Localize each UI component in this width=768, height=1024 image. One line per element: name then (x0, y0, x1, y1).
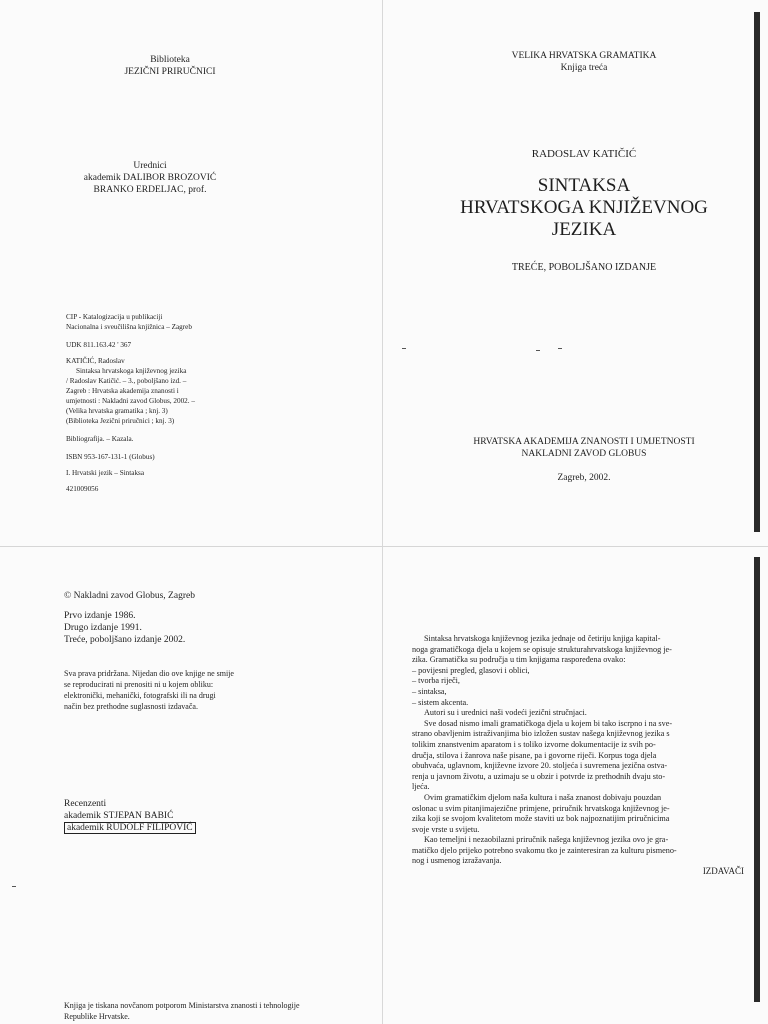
series-title: VELIKA HRVATSKA GRAMATIKA (511, 51, 657, 61)
cip-entry-line: (Velika hrvatska gramatika ; knj. 3) (66, 407, 168, 415)
title-line: JEZIKA (551, 219, 617, 240)
author-name: RADOSLAV KATIČIĆ (531, 148, 637, 160)
cip-subject: I. Hrvatski jezik – Sintaksa (66, 469, 145, 477)
rights-line: elektronički, mehanički, fotografski ili na drugi (64, 691, 216, 700)
editors-label: Urednici (133, 161, 167, 171)
rights-line: se reproducirati ni prenositi ni u kojem obliku: (64, 680, 214, 689)
cip-header-1: CIP - Katalogizacija u publikaciji (66, 313, 163, 321)
book-number: Knjiga treća (560, 63, 608, 73)
preface-list-item: – sistem akcenta. (412, 697, 469, 707)
editor-2: BRANKO ERDELJAC, prof. (93, 185, 207, 195)
publisher-block (414, 436, 754, 460)
place-year: Zagreb, 2002. (557, 473, 611, 483)
cip-bibliography: Bibliografija. – Kazala. (66, 435, 134, 443)
rights-notice (64, 668, 334, 712)
preface-line: strano obavljenim istraživanjima bio izložen sustav našega književnog jezika s (412, 729, 670, 739)
reviewers-label: Recenzenti (64, 799, 107, 809)
preface-list-item: – sintaksa, (412, 686, 447, 696)
book-title (414, 175, 754, 241)
preface-line: oslonac u svim pitanjimajezične primjene, priručnik hrvatskoga književnog je- (412, 803, 670, 813)
preface-line: Autori su i urednici naši vodeći jezični stručnjaci. (424, 708, 587, 718)
title-line: SINTAKSA (537, 175, 631, 196)
series-label: Biblioteka (150, 55, 190, 65)
cip-record-number: 421009056 (66, 485, 99, 493)
title-line: HRVATSKOGA KNJIŽEVNOG (460, 197, 708, 218)
cip-entry-line: (Biblioteka Jezični priručnici ; knj. 3) (66, 417, 175, 425)
series-name: JEZIČNI PRIRUČNICI (124, 67, 216, 77)
rights-line: način bez prethodne suglasnosti izdavača. (64, 702, 198, 711)
preface-list-item: – povijesni pregled, glasovi i oblici, (412, 665, 530, 675)
publisher-1: HRVATSKA AKADEMIJA ZNANOSTI I UMJETNOSTI (473, 437, 695, 447)
preface-line: Sintaksa hrvatskoga književnog jezika jednaje od četiriju knjiga kapital- (424, 634, 661, 643)
edition-label: TREĆE, POBOLJŠANO IZDANJE (511, 262, 657, 273)
preface-line: svoje vrste u svijetu. (412, 824, 480, 834)
preface-signature: IZDAVAČI (702, 866, 744, 876)
preface-line: obuhvaća, uglavnom, književne izvore 20. stoljeća i suvremena jezična ostva- (412, 761, 668, 771)
funding-note (64, 1000, 364, 1022)
cip-entry-line: umjetnosti : Nakladni zavod Globus, 2002. – (66, 397, 195, 405)
scan-speck (12, 886, 16, 887)
preface-text (412, 634, 744, 867)
scan-speck (558, 348, 562, 349)
funding-line: Knjiga je tiskana novčanom potporom Ministarstva znanosti i tehnologije (64, 1001, 300, 1010)
cip-entry-line: Sintaksa hrvatskoga književnog jezika (76, 367, 187, 375)
copyright-notice: © Nakladni zavod Globus, Zagreb (64, 591, 195, 601)
preface-line: tolikim znanstvenim aparatom i s toliko izvorne dokumentacije iz svih po- (412, 739, 656, 749)
cip-entry-line: Zagreb : Hrvatska akademija znanosti i (66, 387, 179, 395)
preface-line: Kao temeljni i nezaobilazni priručnik našega književnog jezika ovo je gra- (424, 835, 669, 845)
cip-record (66, 312, 316, 494)
preface-line: dručja, stilova i žanrova naše pisane, pa i govorne riječi. Korpus toga djela (412, 750, 657, 760)
preface-line: matičko djelo prijeko potrebno svakomu tko je zainteresiran za kulturu pismeno- (412, 845, 677, 855)
preface-line: zika koji se svojom kvalitetom može staviti uz bok najpoznatijim priručnicima (412, 814, 670, 824)
scan-speck (402, 348, 406, 349)
publisher-2: NAKLADNI ZAVOD GLOBUS (521, 449, 647, 459)
cip-header-2: Nacionalna i sveučilišna knjižnica – Zagreb (66, 323, 192, 331)
reviewer-1: akademik STJEPAN BABIĆ (64, 811, 174, 821)
edition-line: Prvo izdanje 1986. (64, 611, 136, 621)
cip-entry (66, 356, 316, 426)
page-top-left (0, 0, 384, 548)
page-bottom-right (384, 548, 768, 1024)
edition-history (64, 610, 324, 646)
cip-udk: UDK 811.163.42 ' 367 (66, 341, 132, 349)
editor-1: akademik DALIBOR BROZOVIĆ (83, 173, 217, 183)
preface-line: nog i usmenog izražavanja. (412, 856, 502, 866)
series-header (444, 50, 724, 74)
preface-line: Sve dosad nismo imali gramatičkoga djela u kojem bi tako iscrpno i na sve- (424, 718, 673, 728)
cip-entry-line: KATIČIĆ, Radoslav (66, 357, 125, 365)
edition-line: Drugo izdanje 1991. (64, 623, 142, 633)
cip-isbn: ISBN 953-167-131-1 (Globus) (66, 453, 155, 461)
editors-block (50, 160, 250, 196)
scan-speck (536, 350, 540, 351)
preface-line: noga gramatičkoga djela u kojem se opisuje strukturahrvatskoga književnog je- (412, 644, 672, 654)
preface-line: Ovim gramatičkim djelom naša kultura i naša znanost dobivaju pouzdan (424, 792, 662, 802)
rights-line: Sva prava pridržana. Nijedan dio ove knjige ne smije (64, 669, 234, 678)
funding-line: Republike Hrvatske. (64, 1012, 130, 1021)
preface-line: zika. Gramatička su područja u tim knjigama raspoređena ovako: (412, 655, 626, 665)
page-top-right (384, 0, 768, 548)
reviewers-block (64, 798, 324, 834)
cip-entry-line: / Radoslav Katičić. – 3., poboljšano izd. – (66, 377, 187, 385)
reviewer-2: akademik RUDOLF FILIPOVIĆ (64, 822, 196, 834)
page-bottom-left (0, 548, 384, 1024)
preface-list-item: – tvorba riječi, (412, 676, 460, 686)
edition-line: Treće, poboljšano izdanje 2002. (64, 635, 186, 645)
preface-line: renja u javnom životu, a uzimaju se u obzir i potvrde iz prethodnih dvaju sto- (412, 771, 666, 781)
series-block (70, 54, 270, 78)
preface-line: ljeća. (412, 782, 430, 792)
